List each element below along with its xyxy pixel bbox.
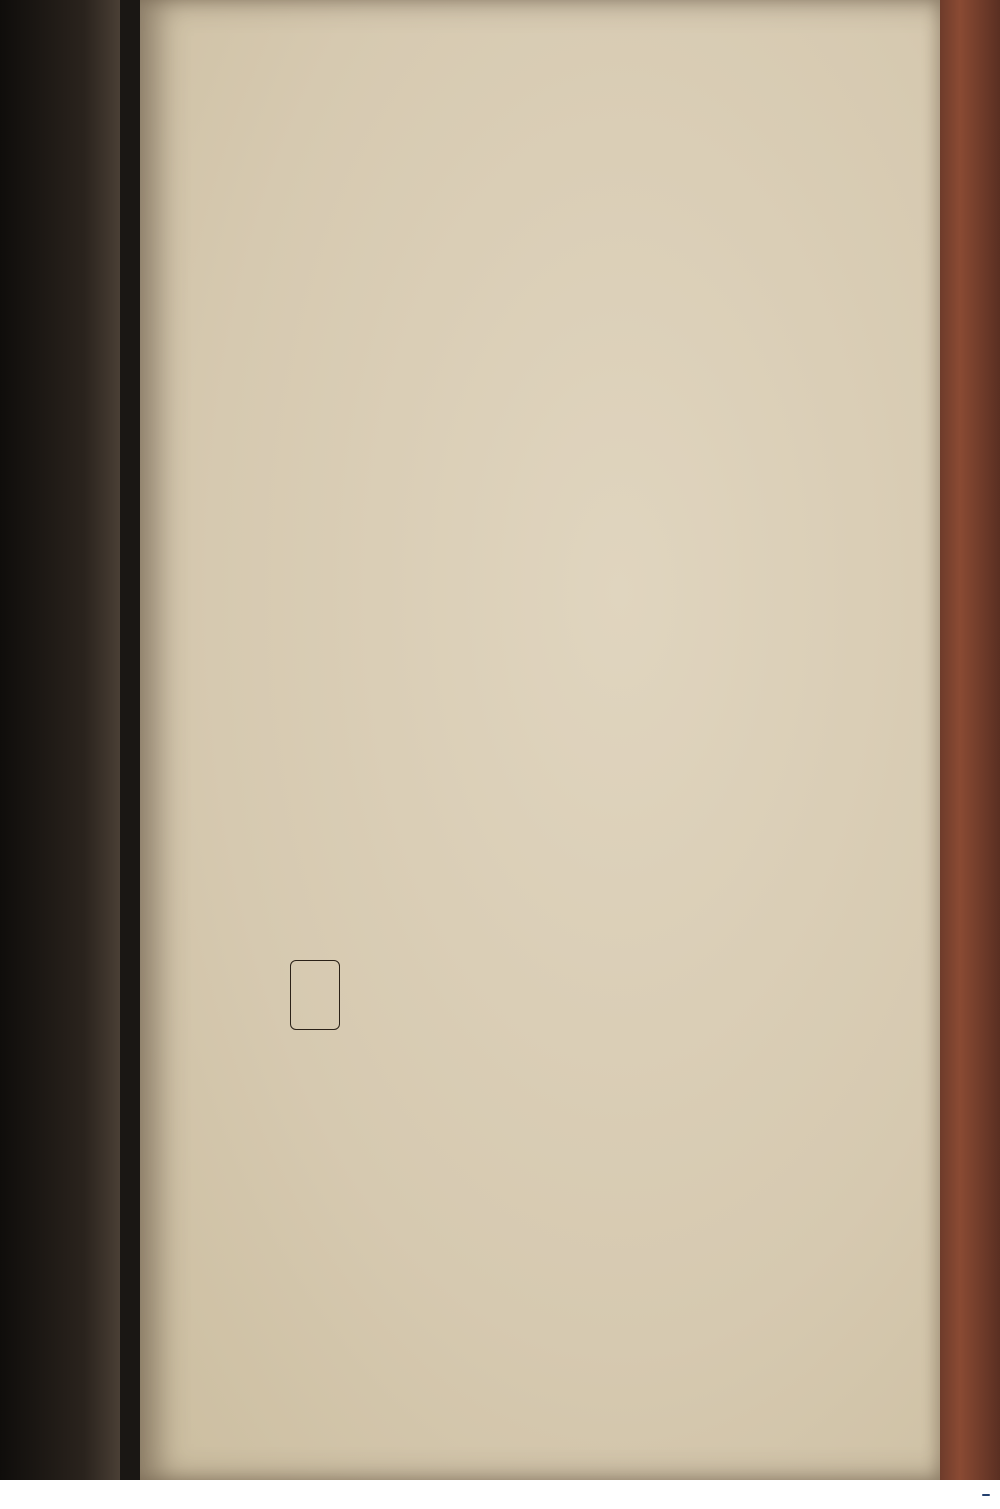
drop-cap-initial <box>290 960 340 1030</box>
book-page <box>140 0 940 1480</box>
book-binding-left <box>0 0 120 1480</box>
book-edge-right <box>938 0 1000 1480</box>
dfg-logo <box>982 1494 990 1496</box>
digitization-footer <box>0 1480 1000 1509</box>
